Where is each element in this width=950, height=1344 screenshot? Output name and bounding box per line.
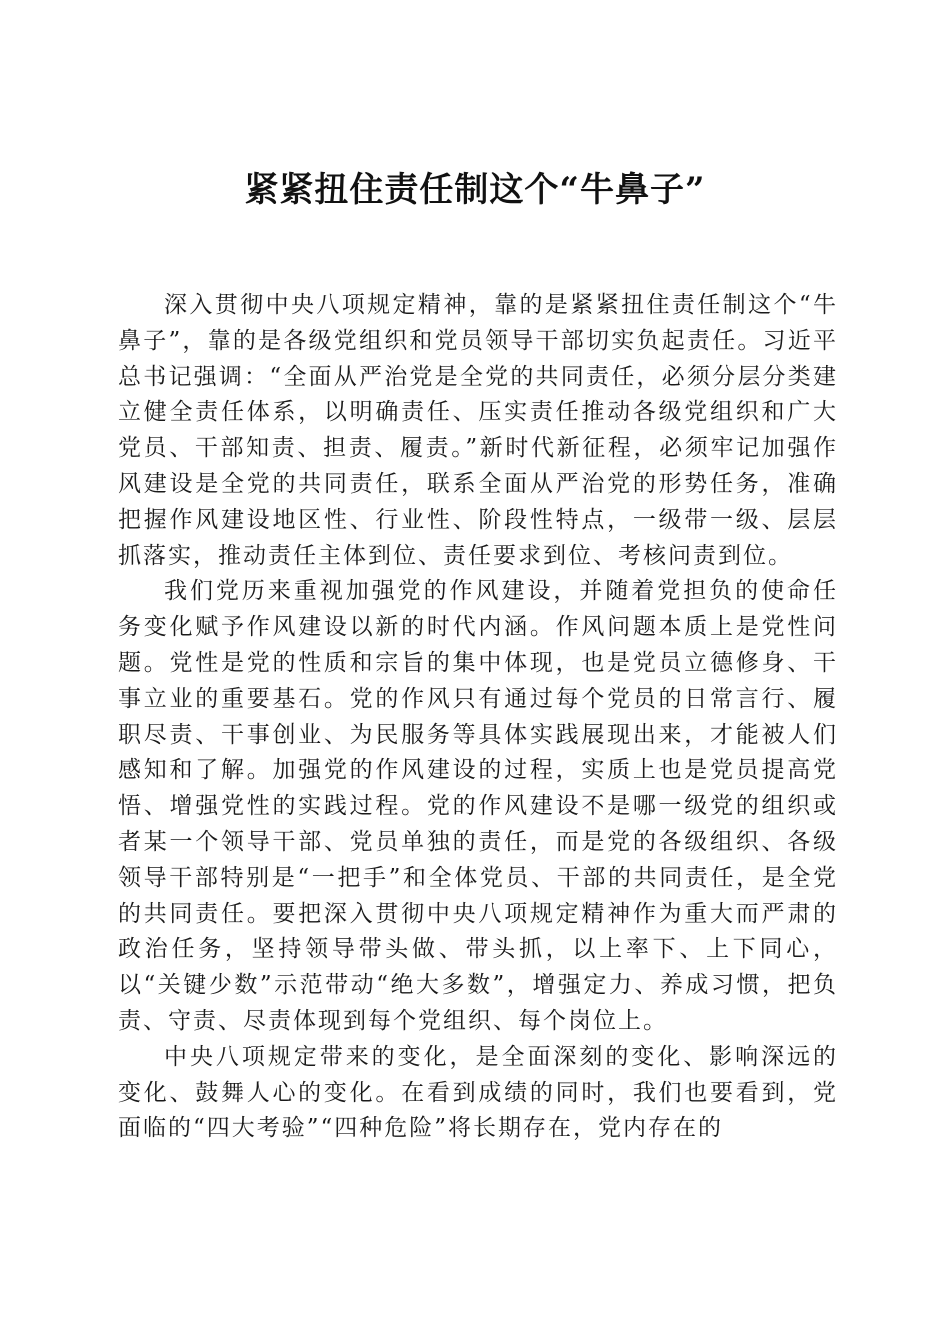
document-body [118,288,838,1147]
paragraph-1: 深入贯彻中央八项规定精神，靠的是紧紧扭住责任制这个“牛鼻子”，靠的是各级党组织和党员领导干部切实负起责任。习近平总书记强调：“全面从严治党是全党的共同责任，必须分层分类建立健全责任体系，以明确责任、压实责任推动各级党组织和广大党员、干部知责、担责、履责。”新时代新征程，必须牢记加强作风建设是全党的共同责任，联系全面从严治党的形势任务，准确把握作风建设地区性、行业性、阶段性特点，一级带一级、层层抓落实，推动责任主体到位、责任要求到位、考核问责到位。 [118,292,838,569]
document-title: 紧紧扭住责任制这个“牛鼻子” [244,170,706,210]
paragraph-3: 中央八项规定带来的变化，是全面深刻的变化、影响深远的变化、鼓舞人心的变化。在看到成绩的同时，我们也要看到，党面临的“四大考验”“四种危险”将长期存在，党内存在的 [118,1043,838,1142]
paragraph-2: 我们党历来重视加强党的作风建设，并随着党担负的使命任务变化赋予作风建设以新的时代内涵。作风问题本质上是党性问题。党性是党的性质和宗旨的集中体现，也是党员立德修身、干事立业的重要基石。党的作风只有通过每个党员的日常言行、履职尽责、干事创业、为民服务等具体实践展现出来，才能被人们感知和了解。加强党的作风建设的过程，实质上也是党员提高党悟、增强党性的实践过程。党的作风建设不是哪一级党的组织或者某一个领导干部、党员单独的责任，而是党的各级组织、各级领导干部特别是“一把手”和全体党员、干部的共同责任，是全党的共同责任。要把深入贯彻中央八项规定精神作为重大而严肃的政治任务，坚持领导带头做、带头抓，以上率下、上下同心，以“关键少数”示范带动“绝大多数”，增强定力、养成习惯，把负责、守责、尽责体现到每个党组织、每个岗位上。 [118,578,838,1034]
